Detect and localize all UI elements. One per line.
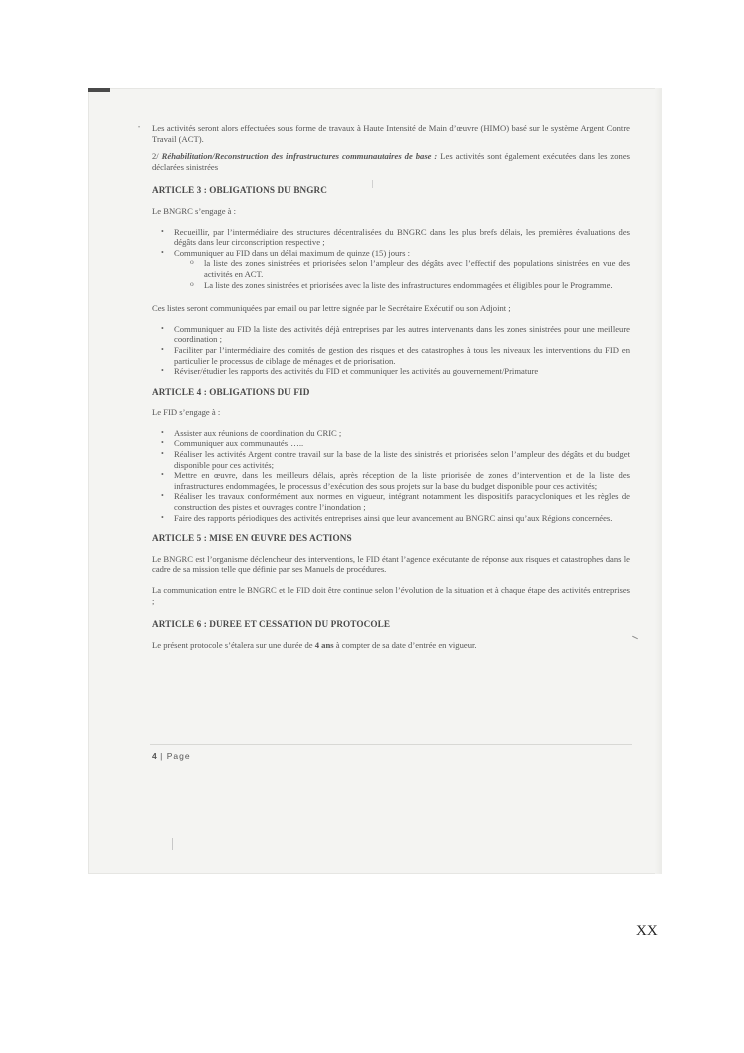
stray-dot: • xyxy=(138,125,141,131)
list-item: • Réaliser les activités Argent contre travail sur la base de la liste des sinistrés et priorisées selon l’ampleur des dégâts et du budget disponible pour ces activités; xyxy=(174,449,630,470)
article6-text-after: à compter de sa date d’entrée en vigueur. xyxy=(333,639,477,650)
scan-speck xyxy=(372,180,373,188)
list-item: • Faciliter par l’intermédiaire des comités de gestion des risques et des catastrophes à tous les niveaux les interventions du FID en particulier le processus de ciblage de ménages et de priorisation. xyxy=(174,345,630,366)
footer-page-word: Page xyxy=(166,751,191,761)
article3-intro: Le BNGRC s’engage à : xyxy=(152,205,237,216)
sub-list-item: o La liste des zones sinistrées et priorisées avec la liste des infrastructures endommagées et éligibles pour le Programme. xyxy=(204,280,630,291)
list-item: • Réviser/étudier les rapports des activités du FID et communiquer les activités au gouvernement/Primature xyxy=(174,366,630,377)
list-item-text: Communiquer au FID dans un délai maximum de quinze (15) jours : xyxy=(174,247,411,258)
article6-paragraph xyxy=(152,640,630,651)
list-item: • Assister aux réunions de coordination du CRIC ; xyxy=(174,428,630,439)
footer-separator: | xyxy=(160,751,164,761)
article5-heading: ARTICLE 5 : MISE EN ŒUVRE DES ACTIONS xyxy=(152,533,352,544)
footer-page-number: 4 xyxy=(152,751,157,761)
list-item: • Réaliser les travaux conformément aux normes en vigueur, intégrant notamment les dispositifs paracycloniques et les règles de construction des pistes et ouvrages contre l’inondation ; xyxy=(174,491,630,512)
article6-text-before: Le présent protocole s’étalera sur une durée de xyxy=(152,639,315,650)
article4-intro: Le FID s’engage à : xyxy=(152,407,221,418)
article5-paragraph-1: Le BNGRC est l’organisme déclencheur des interventions, le FID étant l’agence exécutante de réponse aux risques et catastrophes dans le cadre de sa mission telle que définie par ses Manuels de procédures. xyxy=(152,553,630,575)
scan-speck xyxy=(172,838,173,850)
point2-paragraph xyxy=(152,151,630,172)
point2-prefix: 2/ xyxy=(152,151,162,162)
lists-paragraph: Ces listes seront communiquées par email ou par lettre signée par le Secrétaire Exécutif ou son Adjoint ; xyxy=(152,303,511,314)
article3-list-2 xyxy=(152,324,630,377)
list-item: • Recueillir, par l’intermédiaire des structures décentralisées du BNGRC dans les plus brefs délais, les premières évaluations des dégâts dans leur circonscription respective ; xyxy=(174,227,630,248)
article3-list xyxy=(152,227,630,291)
scan-corner-mark xyxy=(88,88,110,92)
scan-edge xyxy=(655,88,662,874)
article4-heading: ARTICLE 4 : OBLIGATIONS DU FID xyxy=(152,386,310,397)
list-item: • Communiquer au FID la liste des activités déjà entreprises par les autres intervenants dans les zones sinistrées pour une meilleure coordination ; xyxy=(174,324,630,345)
list-item: • Mettre en œuvre, dans les meilleurs délais, après réception de la liste priorisée de zones d’intervention et de la liste des infrastructures endommagées, le processus d’exécution des sous projets sur la base du budget disponible pour ces activités; xyxy=(174,470,630,491)
article5-paragraph-2: La communication entre le BNGRC et le FID doit être continue selon l’évolution de la situation et à chaque étape des activités entreprises ; xyxy=(152,585,630,606)
article3-sublist xyxy=(174,258,630,290)
list-item: • Communiquer aux communautés ….. xyxy=(174,438,630,449)
footer-divider xyxy=(150,744,632,745)
document-body xyxy=(152,123,630,650)
article4-list xyxy=(152,428,630,523)
sub-list-item: o la liste des zones sinistrées et priorisées selon l’ampleur des dégâts avec l’effectif des populations sinistrées en vue des activités en ACT. xyxy=(204,258,630,279)
point2-text: Les activités sont également exécutées dans les zones déclarées sinistrées xyxy=(152,151,630,172)
article6-duration: 4 ans xyxy=(314,639,334,650)
page-footer xyxy=(152,751,191,761)
list-item xyxy=(174,248,630,290)
article6-heading: ARTICLE 6 : DUREE ET CESSATION DU PROTOCOLE xyxy=(152,619,391,630)
point2-title: Réhabilitation/Reconstruction des infrastructures communautaires de base : xyxy=(161,151,438,162)
list-item: • Faire des rapports périodiques des activités entreprises ainsi que leur avancement au BNGRC ainsi qu’aux Régions concernées. xyxy=(174,513,630,524)
intro-paragraph: Les activités seront alors effectuées sous forme de travaux à Haute Intensité de Main d’œuvre (HIMO) basé sur le système Argent Contre Travail (ACT). xyxy=(152,123,630,144)
page-mark: XX xyxy=(636,923,658,939)
article3-heading: ARTICLE 3 : OBLIGATIONS DU BNGRC xyxy=(152,185,327,196)
